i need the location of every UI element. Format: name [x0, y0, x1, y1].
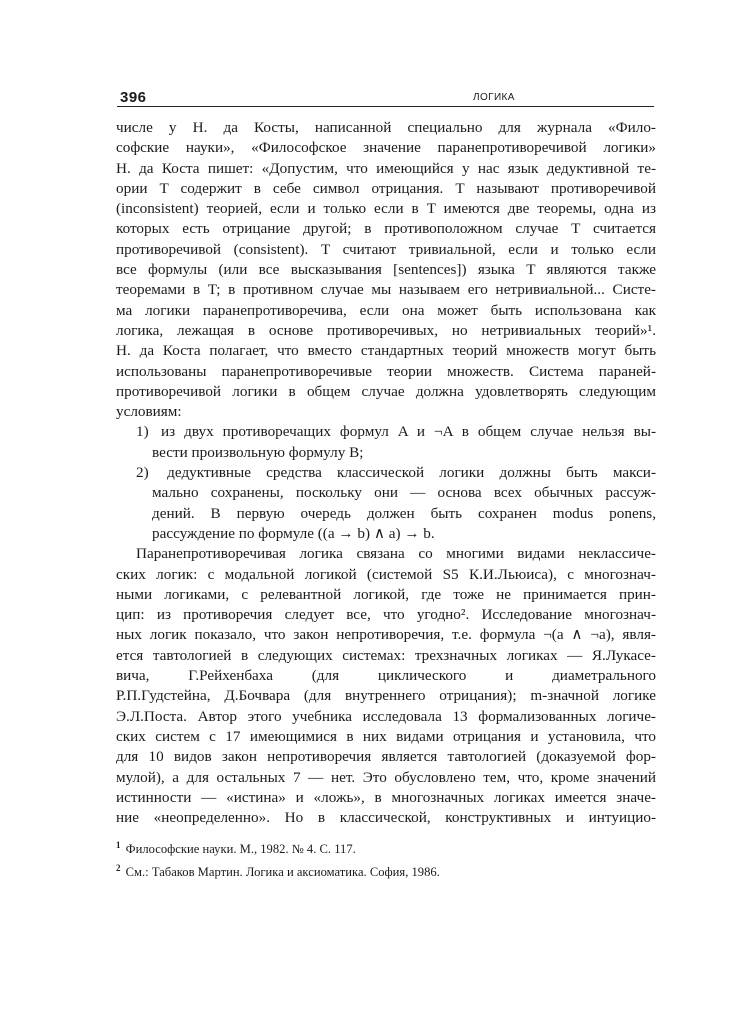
footnote-mark: 2 — [116, 863, 121, 874]
text-line: мулой), а для остальных 7 — нет. Это обусловлено тем, что, кроме значений — [116, 768, 656, 786]
text-line: вича, Г.Рейхенбаха (для циклического и диаметрального — [116, 667, 656, 685]
text-line: для 10 видов закон непротиворечия является тавтологией (доказуемой фор- — [116, 748, 656, 766]
list-number: 2) — [136, 464, 149, 482]
text-line: которых есть отрицание другой; в противоположном случае T считается — [116, 220, 656, 238]
text-line: теоремами в T; в противном случае мы называем его нетривиальной... Систе- — [116, 281, 656, 299]
running-title: ЛОГИКА — [473, 92, 515, 103]
footnote-2 — [116, 859, 656, 882]
paragraph-1 — [116, 118, 656, 422]
conditions-list — [116, 422, 656, 544]
page-header — [117, 86, 654, 107]
list-item-1 — [116, 422, 656, 442]
text-line: использованы паранепротиворечивые теории множеств. Система параней- — [116, 362, 656, 380]
footnote-text: Философские науки. М., 1982. № 4. С. 117. — [125, 842, 356, 857]
text-line: Н. да Коста пишет: «Допустим, что имеющийся у нас язык дедуктивной те- — [116, 159, 656, 177]
text-line: Э.Л.Поста. Автор этого учебника исследовала 13 формализованных логиче- — [116, 707, 656, 725]
text-line: вести произвольную формулу B; — [152, 443, 364, 461]
body-text — [116, 118, 656, 828]
text-line: числе у Н. да Косты, написанной специально для журнала «Фило- — [116, 119, 656, 136]
text-line: ма логики паранепротиворечива, если она может быть использована как — [116, 301, 656, 319]
text-line: все формулы (или все высказывания [sentences]) языка T являются также — [116, 261, 656, 279]
text-line: софские науки», «Философское значение паранепротиворечивой логики» — [116, 139, 656, 157]
list-text: из двух противоречащих формул A и ¬A в общем случае нельзя вы- — [160, 423, 656, 441]
text-line: рассуждение по формуле ((a → b) ∧ a) → b. — [152, 524, 435, 542]
text-line: Н. да Коста полагает, что вместо стандартных теорий множеств могут быть — [116, 342, 656, 360]
footnotes — [116, 836, 656, 882]
text-line: ние «неопределенно». Но в классической, конструктивных и интуицио- — [116, 809, 656, 827]
text-line: Р.П.Гудстейна, Д.Бочвара (для внутреннего отрицания); m-значной логике — [116, 687, 656, 705]
text-line: истинности — «истина» и «ложь», в многозначных логиках имеется значе- — [116, 788, 656, 806]
paragraph-2 — [116, 544, 656, 828]
text-line: дений. В первую очередь должен быть сохранен modus ponens, — [152, 504, 656, 522]
text-line: противоречивой (consistent). T считают тривиальной, если и только если — [116, 240, 656, 258]
text-line: Паранепротиворечивая логика связана со многими видами неклассиче- — [136, 545, 656, 563]
text-line: мально сохранены, поскольку они — основа всех обычных рассуж- — [152, 484, 656, 502]
text-line: ории T содержит в себе символ отрицания. T называют противоречивой — [116, 179, 656, 197]
text-line: ских систем с 17 имеющимися в них видами отрицания и установила, что — [116, 727, 656, 745]
list-text: дедуктивные средства классической логики должны быть макси- — [167, 464, 656, 482]
page-number: 396 — [120, 89, 147, 106]
text-line: логика, лежащая в основе противоречивых, но нетривиальных теорий»¹. — [116, 321, 656, 339]
list-number: 1) — [136, 423, 149, 441]
text-line: ется тавтологией в следующих системах: трехзначных логиках — Я.Лукасе- — [116, 646, 656, 664]
list-item-2 — [116, 463, 656, 483]
footnote-mark: 1 — [116, 840, 121, 850]
footnote-text: См.: Табаков Мартин. Логика и аксиоматика. София, 1986. — [125, 865, 440, 880]
text-line: (inconsistent) теорией, если и только если в T имеются две теоремы, одна из — [116, 200, 656, 218]
text-line: ных логик показало, что закон непротиворечия, т.е. формула ¬(a ∧ ¬a), явля- — [116, 626, 656, 644]
text-line: цип: из противоречия следует все, что угодно². Исследование многознач- — [116, 606, 656, 624]
footnote-1 — [116, 836, 656, 859]
text-line: ских логик: с модальной логикой (системой S5 К.И.Льюиса), с многознач- — [116, 565, 656, 583]
text-line: условиям: — [116, 403, 182, 421]
text-line: ными логиками, с релевантной логикой, где тоже не принимается прин- — [116, 585, 656, 603]
text-line: противоречивой логики в общем случае должна удовлетворять следующим — [116, 382, 656, 400]
